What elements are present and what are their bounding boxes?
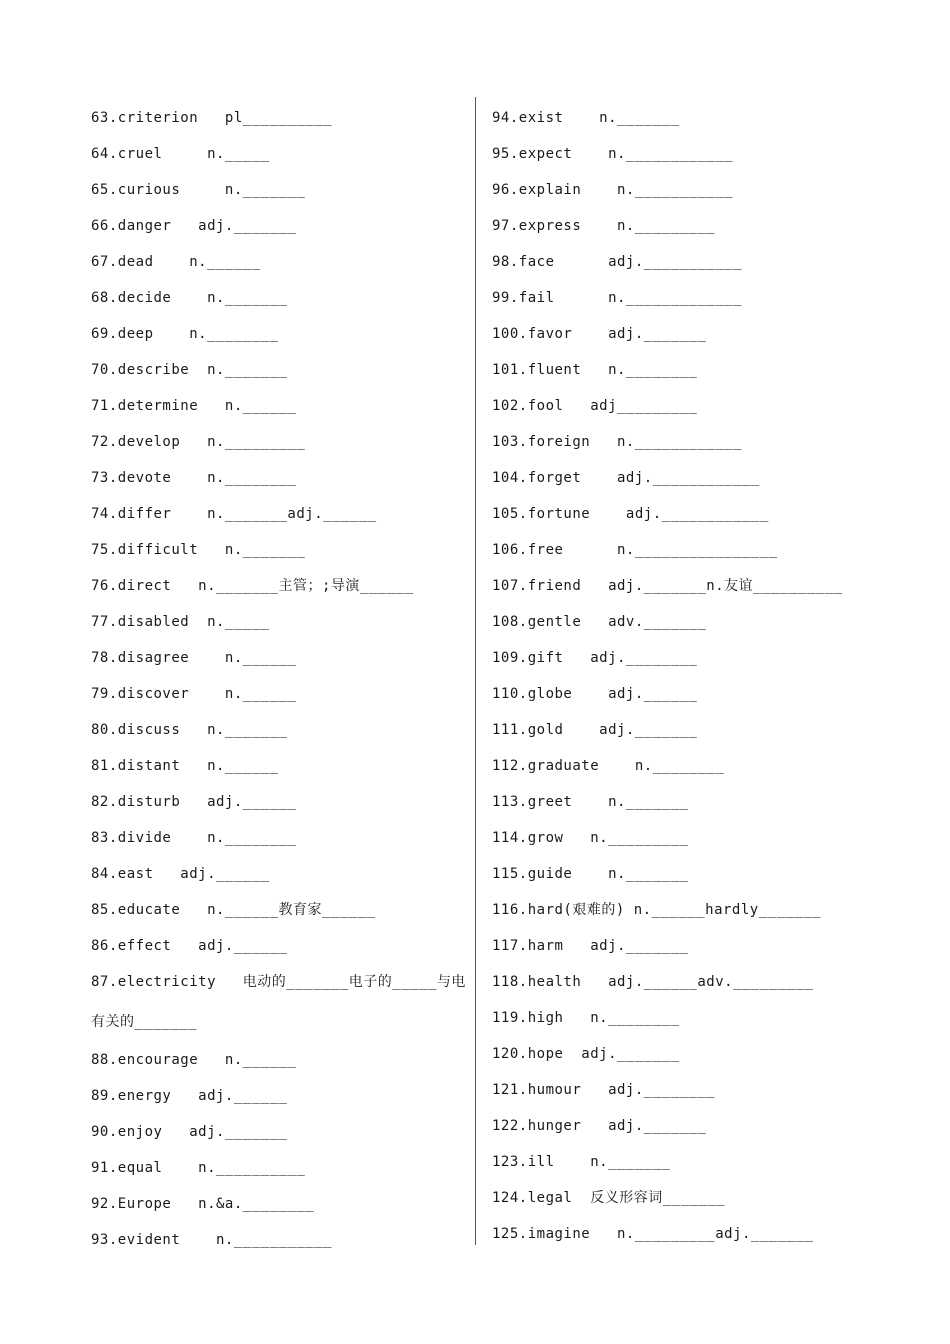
vocab-entry-118: 118.health adj.______adv._________ [492,974,814,990]
vocab-entry-105: 105.fortune adj.____________ [492,506,769,522]
vocab-entry-94: 94.exist n._______ [492,110,680,126]
vocab-entry-123: 123.ill n._______ [492,1154,671,1170]
vocab-entry-124: 124.legal 反义形容词_______ [492,1190,726,1206]
vocab-entry-110: 110.globe adj.______ [492,686,698,702]
vocab-entry-117: 117.harm adj._______ [492,938,689,954]
vocab-entry-116: 116.hard(艰难的) n.______hardly_______ [492,902,822,918]
vocab-entry-66: 66.danger adj._______ [91,218,297,234]
vocab-entry-73: 73.devote n.________ [91,470,297,486]
vocab-entry-108: 108.gentle adv._______ [492,614,707,630]
vocab-entry-98: 98.face adj.___________ [492,254,743,270]
vocab-entry-65: 65.curious n._______ [91,182,306,198]
vocab-entry-102: 102.fool adj_________ [492,398,698,414]
vocab-entry-93: 93.evident n.___________ [91,1232,333,1248]
vocab-entry-95: 95.expect n.____________ [492,146,734,162]
vocab-entry-120: 120.hope adj._______ [492,1046,680,1062]
vocab-entry-107: 107.friend adj._______n.友谊__________ [492,578,843,594]
vocab-entry-113: 113.greet n._______ [492,794,689,810]
vocab-entry-84: 84.east adj.______ [91,866,270,882]
vocab-entry-72: 72.develop n._________ [91,434,306,450]
vocab-entry-87: 87.electricity 电动的_______电子的_____与电有关的_______ [91,974,466,1030]
vocab-entry-115: 115.guide n._______ [492,866,689,882]
vocab-entry-111: 111.gold adj._______ [492,722,698,738]
vocab-entry-86: 86.effect adj.______ [91,938,288,954]
vocab-entry-92: 92.Europe n.&a.________ [91,1196,315,1212]
vocab-entry-89: 89.energy adj.______ [91,1088,288,1104]
vocab-entry-114: 114.grow n._________ [492,830,689,846]
vocab-entry-106: 106.free n.________________ [492,542,778,558]
vocab-entry-85: 85.educate n.______教育家______ [91,902,376,918]
vocab-entry-79: 79.discover n.______ [91,686,297,702]
vocab-entry-76: 76.direct n._______主管；;导演______ [91,578,414,594]
vocab-entry-78: 78.disagree n.______ [91,650,297,666]
vocab-entry-64: 64.cruel n._____ [91,146,270,162]
vocab-entry-90: 90.enjoy adj._______ [91,1124,288,1140]
vocab-entry-91: 91.equal n.__________ [91,1160,306,1176]
vocab-entry-83: 83.divide n.________ [91,830,297,846]
vocab-entry-67: 67.dead n.______ [91,254,261,270]
vocab-entry-101: 101.fluent n.________ [492,362,698,378]
vocab-entry-119: 119.high n.________ [492,1010,680,1026]
right-column [492,100,852,1252]
vocab-entry-125: 125.imagine n._________adj._______ [492,1226,814,1242]
vocab-entry-122: 122.hunger adj._______ [492,1118,707,1134]
vocab-entry-75: 75.difficult n._______ [91,542,306,558]
vocab-entry-77: 77.disabled n._____ [91,614,270,630]
vocab-entry-104: 104.forget adj.____________ [492,470,760,486]
vocab-entry-82: 82.disturb adj.______ [91,794,297,810]
vocab-entry-103: 103.foreign n.____________ [492,434,743,450]
vocab-entry-71: 71.determine n.______ [91,398,297,414]
vocab-entry-121: 121.humour adj.________ [492,1082,716,1098]
vocab-entry-69: 69.deep n.________ [91,326,279,342]
vocab-entry-96: 96.explain n.___________ [492,182,734,198]
vocab-entry-100: 100.favor adj._______ [492,326,707,342]
column-divider [475,97,476,1245]
vocab-entry-109: 109.gift adj.________ [492,650,698,666]
vocab-entry-97: 97.express n._________ [492,218,716,234]
vocab-entry-99: 99.fail n._____________ [492,290,743,306]
vocab-entry-112: 112.graduate n.________ [492,758,725,774]
vocab-entry-70: 70.describe n._______ [91,362,288,378]
vocab-entry-63: 63.criterion pl__________ [91,110,333,126]
vocab-entry-74: 74.differ n._______adj.______ [91,506,377,522]
vocab-entry-80: 80.discuss n._______ [91,722,288,738]
vocab-entry-68: 68.decide n._______ [91,290,288,306]
vocab-entry-88: 88.encourage n.______ [91,1052,297,1068]
vocab-entry-81: 81.distant n.______ [91,758,279,774]
left-column [91,100,466,1258]
